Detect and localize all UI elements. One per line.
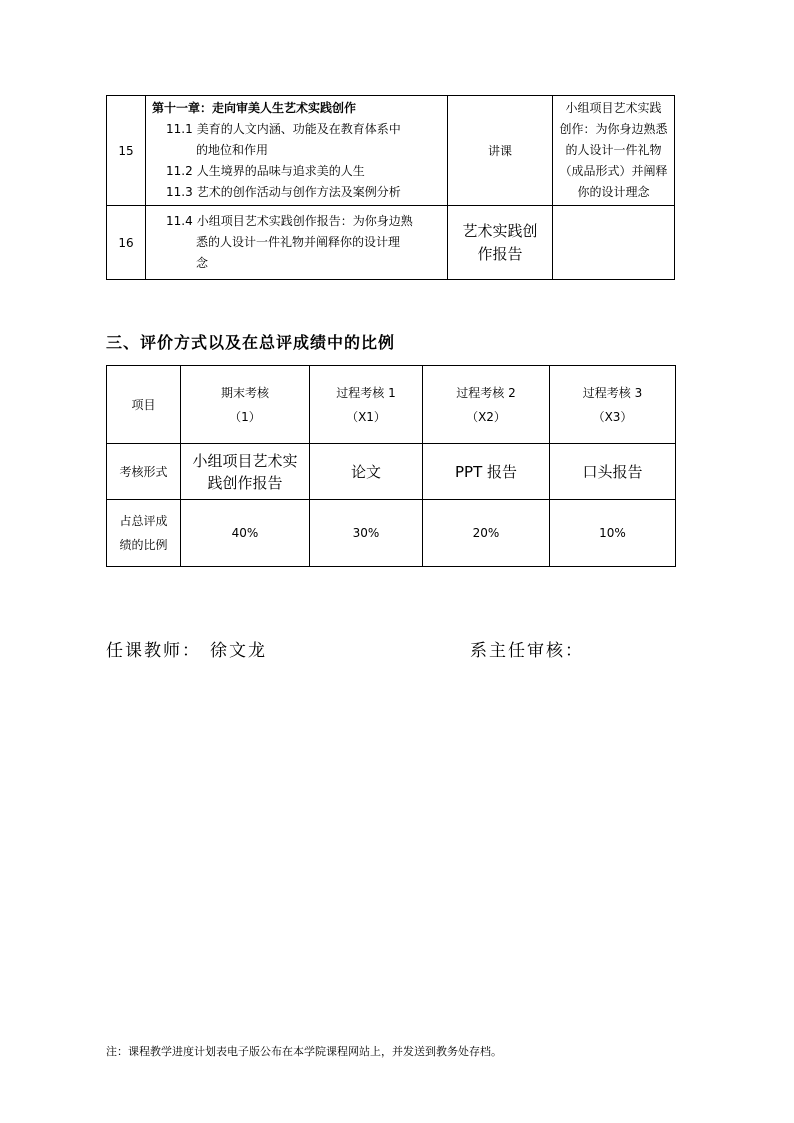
ratio-process-1: 30% [310, 500, 423, 567]
section-heading: 三、评价方式以及在总评成绩中的比例 [106, 333, 396, 352]
teacher-name: 徐文龙 [210, 641, 267, 661]
content-cell: 11.4 小组项目艺术实践创作报告：为你身边熟 悉的人设计一件礼物并阐释你的设计理 念 [146, 206, 448, 280]
form-label: 考核形式 [107, 444, 181, 500]
form-process-2: PPT 报告 [423, 444, 550, 500]
homework-cell [553, 206, 675, 280]
teacher-label: 任课教师： [106, 641, 201, 661]
homework-cell: 小组项目艺术实践 创作：为你身边熟悉 的人设计一件礼物 （成品形式）并阐释 你的设计理念 [553, 96, 675, 206]
header-item: 项目 [107, 366, 181, 444]
week-number: 16 [107, 206, 146, 280]
ratio-final: 40% [181, 500, 310, 567]
evaluation-table [106, 365, 676, 567]
table-row [107, 500, 676, 567]
method-cell: 讲课 [448, 96, 553, 206]
week-number: 15 [107, 96, 146, 206]
header-process-3: 过程考核 3 （X3） [550, 366, 676, 444]
department-head-label: 系主任审核： [470, 641, 584, 661]
header-process-1: 过程考核 1 （X1） [310, 366, 423, 444]
ratio-label: 占总评成 绩的比例 [107, 500, 181, 567]
content-cell: 第十一章：走向审美人生艺术实践创作 11.1 美育的人文内涵、功能及在教育体系中 的地位和作用 11.2 人生境界的品味与追求美的人生 11.3 艺术的创作活动与创作方法及案例分析 [146, 96, 448, 206]
ratio-process-2: 20% [423, 500, 550, 567]
schedule-table [106, 95, 675, 280]
table-row [107, 206, 675, 280]
header-final: 期末考核 （1） [181, 366, 310, 444]
form-process-1: 论文 [310, 444, 423, 500]
footnote: 注：课程教学进度计划表电子版公布在本学院课程网站上，并发送到教务处存档。 [106, 1045, 502, 1058]
form-process-3: 口头报告 [550, 444, 676, 500]
table-row [107, 96, 675, 206]
table-row [107, 444, 676, 500]
header-process-2: 过程考核 2 （X2） [423, 366, 550, 444]
form-final: 小组项目艺术实 践创作报告 [181, 444, 310, 500]
chapter-title: 第十一章：走向审美人生艺术实践创作 [152, 101, 357, 115]
ratio-process-3: 10% [550, 500, 676, 567]
method-cell: 艺术实践创 作报告 [448, 206, 553, 280]
table-row [107, 366, 676, 444]
